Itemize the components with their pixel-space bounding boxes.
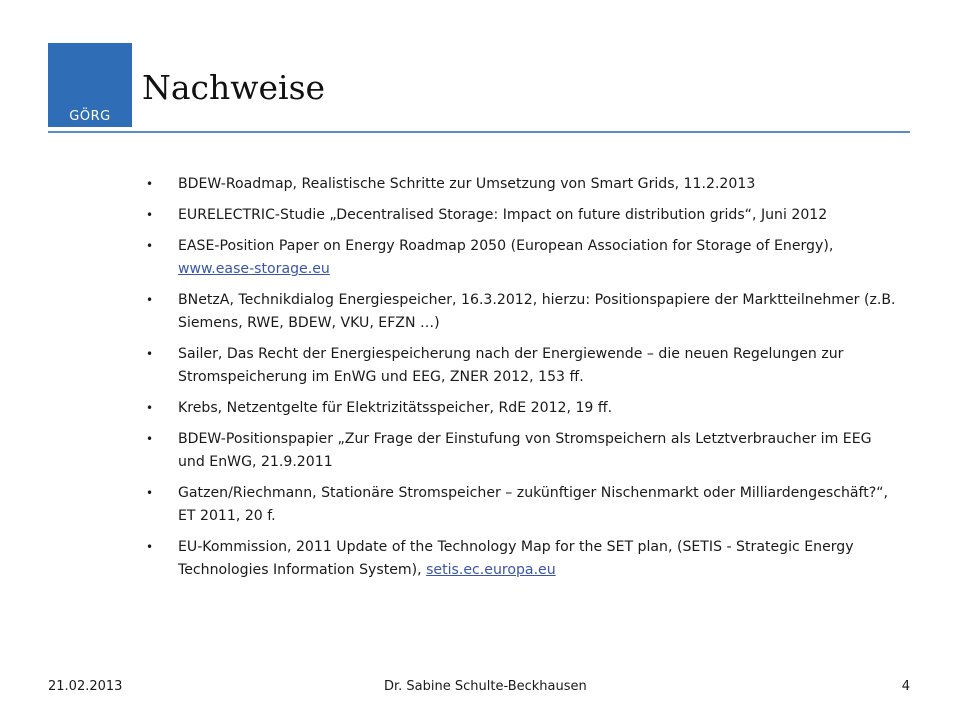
reference-item <box>146 397 902 420</box>
reference-text: Gatzen/Riechmann, Stationäre Stromspeicher – zukünftiger Nischenmarkt oder Milliardengeschäft?“, ET 2011, 20 f. <box>178 485 889 524</box>
bullet-icon: • <box>146 540 154 554</box>
reference-item <box>146 428 902 474</box>
bullet-icon: • <box>146 208 154 222</box>
bullet-icon: • <box>146 293 154 307</box>
page-number: 4 <box>901 679 910 694</box>
reference-text: BDEW-Positionspapier „Zur Frage der Einstufung von Stromspeichern als Letztverbraucher im EEG und EnWG, 21.9.2011 <box>178 431 872 470</box>
bullet-icon: • <box>146 177 154 191</box>
bullet-icon: • <box>146 486 154 500</box>
footer-author: Dr. Sabine Schulte-Beckhausen <box>384 679 587 694</box>
bullet-icon: • <box>146 239 154 253</box>
ease-storage-link[interactable]: www.ease-storage.eu <box>178 261 330 277</box>
reference-text: EU-Kommission, 2011 Update of the Technology Map for the SET plan, (SETIS - Strategic Energy Technologies Information System), <box>178 539 854 578</box>
reference-item <box>146 173 902 196</box>
bullet-icon: • <box>146 401 154 415</box>
setis-link[interactable]: setis.ec.europa.eu <box>426 562 556 578</box>
reference-text: BNetzA, Technikdialog Energiespeicher, 16.3.2012, hierzu: Positionspapiere der Marktteilnehmer (z.B. Siemens, RWE, BDEW, VKU, EFZN …) <box>178 292 896 331</box>
reference-text: BDEW-Roadmap, Realistische Schritte zur Umsetzung von Smart Grids, 11.2.2013 <box>178 176 756 192</box>
reference-list <box>146 173 902 590</box>
slide-title: Nachweise <box>142 68 326 107</box>
reference-item <box>146 482 902 528</box>
logo-text: GÖRG <box>69 109 111 124</box>
gorg-logo <box>48 43 132 127</box>
reference-text: Krebs, Netzentgelte für Elektrizitätsspeicher, RdE 2012, 19 ff. <box>178 400 613 416</box>
title-divider <box>48 131 910 133</box>
reference-item <box>146 204 902 227</box>
reference-item <box>146 536 902 582</box>
reference-text: EURELECTRIC-Studie „Decentralised Storage: Impact on future distribution grids“, Juni 2012 <box>178 207 828 223</box>
reference-item <box>146 289 902 335</box>
bullet-icon: • <box>146 347 154 361</box>
bullet-icon: • <box>146 432 154 446</box>
reference-text: EASE-Position Paper on Energy Roadmap 2050 (European Association for Storage of Energy), <box>178 238 834 254</box>
reference-item <box>146 343 902 389</box>
footer-date: 21.02.2013 <box>48 679 123 694</box>
reference-item <box>146 235 902 281</box>
reference-text: Sailer, Das Recht der Energiespeicherung nach der Energiewende – die neuen Regelungen zur Stromspeicherung im EnWG und EEG, ZNER 2012, 153 ff. <box>178 346 844 385</box>
